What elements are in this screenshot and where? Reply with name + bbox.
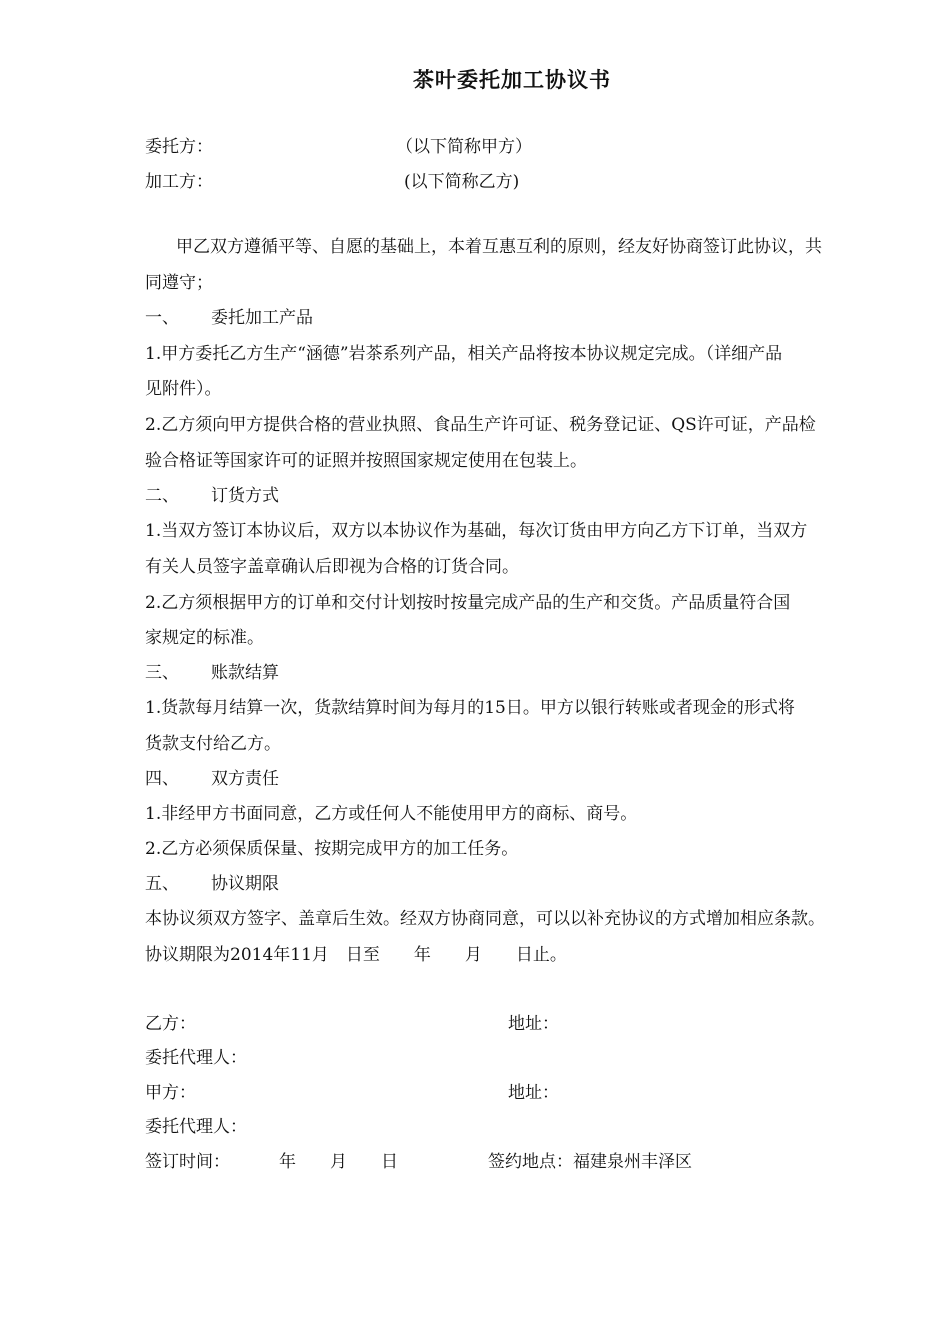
section-4-heading (145, 767, 279, 791)
processor-note: (以下简称乙方) (404, 172, 520, 192)
section-5-line-1: 本协议须双方签字、盖章后生效。经双方协商同意，可以以补充协议的方式增加相应条款。 (145, 909, 825, 929)
document-title: 茶叶委托加工协议书 (413, 68, 611, 92)
section-5-line-2: 协议期限为2014年11月 日至 年 月 日止。 (145, 945, 567, 965)
section-1-number: 一、 (145, 308, 179, 328)
section-3-number: 三、 (145, 663, 179, 683)
section-2-title: 订货方式 (211, 486, 279, 506)
section-3-heading (145, 661, 279, 685)
section-4-number: 四、 (145, 769, 179, 789)
section-5-number: 五、 (145, 874, 179, 894)
section-4-line-2: 2.乙方必须保质保量、按期完成甲方的加工任务。 (145, 839, 519, 859)
agent-label-2: 委托代理人： (145, 1117, 247, 1137)
section-2-number: 二、 (145, 486, 179, 506)
party-a-label: 甲方： (145, 1083, 196, 1103)
section-5-heading (145, 872, 279, 896)
section-1-line-4: 验合格证等国家许可的证照并按照国家规定使用在包装上。 (145, 451, 587, 471)
section-1-line-2: 见附件）。 (145, 379, 222, 399)
client-label: 委托方： (145, 137, 213, 157)
section-2-line-3: 2.乙方须根据甲方的订单和交付计划按时按量完成产品的生产和交货。产品质量符合国 (145, 593, 791, 613)
section-1-heading (145, 306, 313, 330)
section-2-line-2: 有关人员签字盖章确认后即视为合格的订货合同。 (145, 557, 519, 577)
section-3-line-2: 货款支付给乙方。 (145, 734, 281, 754)
sign-place: 签约地点：福建泉州丰泽区 (488, 1152, 692, 1172)
section-3-line-1: 1.货款每月结算一次，货款结算时间为每月的15日。甲方以银行转账或者现金的形式将 (145, 698, 795, 718)
section-1-title: 委托加工产品 (211, 308, 313, 328)
processor-label: 加工方： (145, 172, 213, 192)
sign-time-label: 签订时间： (145, 1152, 230, 1172)
party-b-label: 乙方： (145, 1014, 196, 1034)
agent-label-1: 委托代理人： (145, 1048, 247, 1068)
section-3-title: 账款结算 (211, 663, 279, 683)
section-2-heading (145, 484, 279, 508)
section-4-line-1: 1.非经甲方书面同意，乙方或任何人不能使用甲方的商标、商号。 (145, 804, 638, 824)
address-label-1: 地址： (508, 1014, 559, 1034)
section-4-title: 双方责任 (211, 769, 279, 789)
sign-date: 年 月 日 (279, 1152, 398, 1172)
section-1-line-1: 1.甲方委托乙方生产“涵德”岩茶系列产品，相关产品将按本协议规定完成。（详细产品 (145, 344, 783, 364)
intro-line-2: 同遵守； (145, 273, 213, 293)
intro-line-1: 甲乙双方遵循平等、自愿的基础上，本着互惠互利的原则，经友好协商签订此协议，共 (176, 237, 822, 257)
section-5-title: 协议期限 (211, 874, 279, 894)
section-2-line-4: 家规定的标准。 (145, 628, 264, 648)
client-note: （以下简称甲方） (396, 137, 532, 157)
section-2-line-1: 1.当双方签订本协议后，双方以本协议作为基础，每次订货由甲方向乙方下订单，当双方 (145, 521, 808, 541)
section-1-line-3: 2.乙方须向甲方提供合格的营业执照、食品生产许可证、税务登记证、QS许可证，产品检 (145, 415, 816, 435)
address-label-2: 地址： (508, 1083, 559, 1103)
